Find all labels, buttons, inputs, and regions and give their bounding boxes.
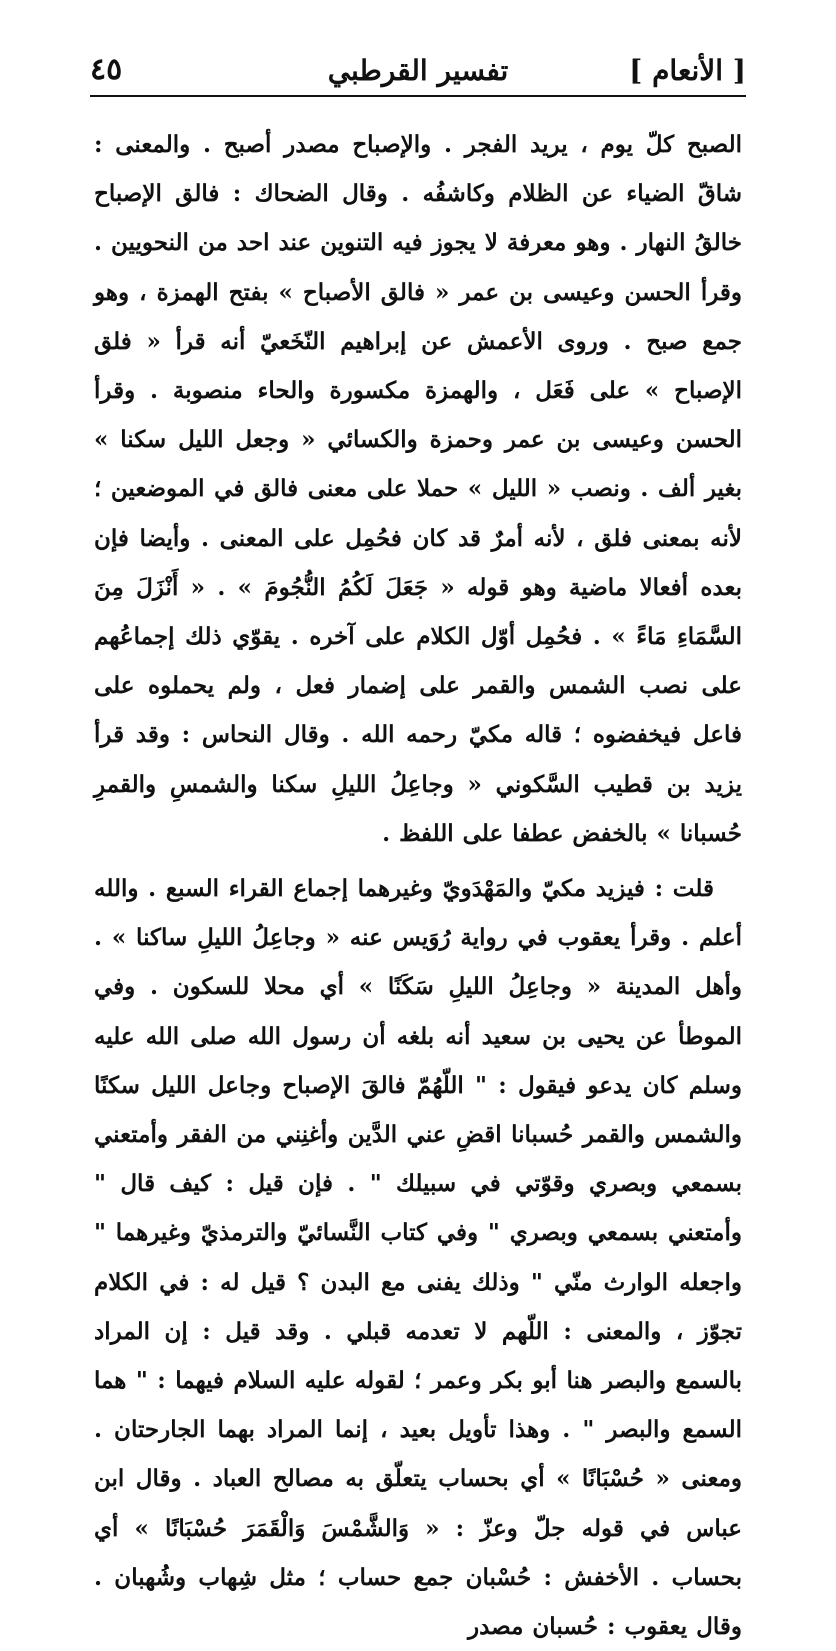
page-header <box>90 44 746 94</box>
paragraph: قلت : فيزيد مكيّ والمَهْدَويّ وغيرهما إجماع القراء السبع . والله أعلم . وقرأ يعقوب في رواية رُوَيس عنه « وجاعِلُ الليلِ ساكنا » . وأهل المدينة « وجاعِلُ الليلِ سَكَنًا » أي محلا للسكون . وفي الموطأ عن يحيى بن سعيد أنه بلغه أن رسول الله صلى الله عليه وسلم كان يدعو فيقول : " اللّهُمّ فالقَ الإصباح وجاعل الليل سكنًا والشمس والقمر حُسبانا اقضِ عني الدَّين وأغنِني من الفقر وأمتعني بسمعي وبصري وقوّتي في سبيلك " . فإن قيل : كيف قال " وأمتعني بسمعي وبصري " وفي كتاب النَّسائيّ والترمذيّ وغيرهما " واجعله الوارث منّي " وذلك يفنى مع البدن ؟ قيل له : في الكلام تجوّز ، والمعنى : اللّهم لا تعدمه قبلي . وقد قيل : إن المراد بالسمع والبصر هنا أبو بكر وعمر ؛ لقوله عليه السلام فيهما : " هما السمع والبصر " . وهذا تأويل بعيد ، إنما المراد بهما الجارحتان . ومعنى « حُسْبَانًا » أي بحساب يتعلّق به مصالح العباد . وقال ابن عباس في قوله جلّ وعزّ : « وَالشَّمْسَ وَالْقَمَرَ حُسْبَانًا » أي بحساب . الأخفش : حُسْبان جمع حساب ؛ مثل شِهاب وشُهبان . وقال يعقوب : حُسبان مصدر <box>94 875 742 1641</box>
page-body <box>94 120 742 1651</box>
page-number: ٤٥ <box>90 52 123 87</box>
paragraph: الصبح كلّ يوم ، يريد الفجر . والإصباح مصدر أصبح . والمعنى : شاقّ الضياء عن الظلام وكاشفُه . وقال الضحاك : فالق الإصباح خالقُ النهار . وهو معرفة لا يجوز فيه التنوين عند احد من النحويين . وقرأ الحسن وعيسى بن عمر « فالق الأصباح » بفتح الهمزة ، وهو جمع صبح . وروى الأعمش عن إبراهيم النّخَعيّ أنه قرأ « فلق الإصباح » على فَعَل ، والهمزة مكسورة والحاء منصوبة . وقرأ الحسن وعيسى بن عمر وحمزة والكسائي « وجعل الليل سكنا » بغير ألف . ونصب « الليل » حملا على معنى فالق في الموضعين ؛ لأنه بمعنى فلق ، لأنه أمرٌ قد كان فحُمِل على المعنى . وأيضا فإن بعده أفعالا ماضية وهو قوله « جَعَلَ لَكُمُ النُّجُومَ » . « أَنْزَلَ مِنَ السَّمَاءِ مَاءً » . فحُمِل أوّل الكلام على آخره . يقوّي ذلك إجماعُهم على نصب الشمس والقمر على إضمار فعل ، ولم يحملوه على فاعل فيخفضوه ؛ قاله مكيّ رحمه الله . وقال النحاس : وقد قرأ يزيد بن قطيب السَّكوني « وجاعِلُ الليلِ سكنا والشمسِ والقمرِ حُسبانا » بالخفض عطفا على اللفظ . <box>94 131 742 847</box>
header-divider <box>90 95 746 97</box>
book-title: تفسير القرطبي <box>327 54 509 87</box>
chapter-label: [ الأنعام ] <box>629 54 746 87</box>
